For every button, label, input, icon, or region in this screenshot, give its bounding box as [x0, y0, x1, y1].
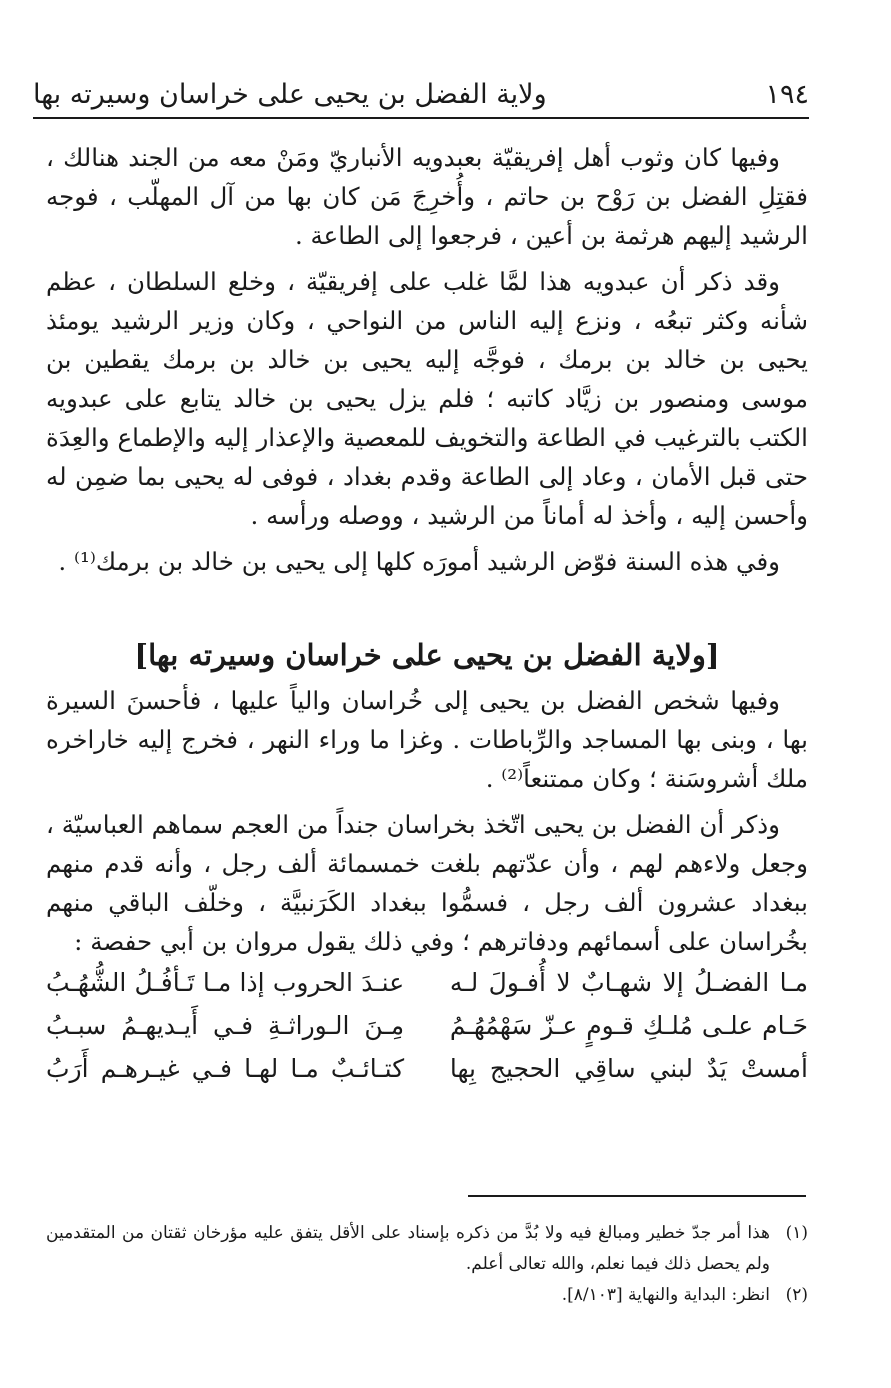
page-number: ١٩٤: [765, 79, 809, 110]
verse-line: [46, 1004, 808, 1047]
running-header: [33, 72, 809, 112]
paragraph: وفيها شخص الفضل بن يحيى إلى خُراسان والياً عليها ، فأحسنَ السيرة بها ، وبنى بها المساجد والرِّباطات . وغزا ما وراء النهر ، فخرج إليه خاراخره ملك أشروسَنة ؛ وكان ممتنعاً⁽²⁾ .: [46, 686, 808, 793]
footnote-text: هذا أمر جدّ خطير ومبالغ فيه ولا بُدَّ من ذكره بإسناد على الأقل يتفق عليه مؤرخان ثقتان من المتقدمين ولم يحصل ذلك فيما نعلم، والله تعالى أعلم.: [46, 1223, 770, 1274]
paragraph: وفي هذه السنة فوّض الرشيد أمورَه كلها إلى يحيى بن خالد بن برمك⁽¹⁾ .: [58, 547, 780, 576]
footnote-number: (١): [785, 1223, 808, 1243]
verse-second-hemistich: عنـدَ الحروب إذا مـا تَـأفُـلُ الشُّهُـبُ: [46, 968, 405, 997]
running-title: ولاية الفضل بن يحيى على خراسان وسيرته بها: [33, 79, 547, 110]
paragraph: وفيها كان وثوب أهل إفريقيّة بعبدويه الأنباريّ ومَنْ معه من الجند هنالك ، فقتِلِ الفضل بن رَوْح بن حاتم ، وأُخرِجَ مَن كان بها من آل المهلّب ، فوجه الرشيد إليهم هرثمة بن أعين ، فرجعوا إلى الطاعة .: [46, 143, 808, 250]
footnotes: [46, 1218, 808, 1311]
verse-first-hemistich: مـا الفضـلُ إلا شهـابٌ لا أُفـولَ لـه: [449, 968, 808, 997]
poem: [46, 961, 808, 1090]
footnote-number: (٢): [785, 1285, 808, 1305]
footnote-separator: [468, 1195, 806, 1197]
verse-second-hemistich: كتـائـبٌ مـا لهـا فـي غيـرهـم أَرَبُ: [46, 1054, 405, 1083]
footnote: [46, 1218, 808, 1280]
footnote: [46, 1280, 808, 1311]
verse-line: [46, 961, 808, 1004]
verse-line: [46, 1047, 808, 1090]
body-text: [46, 138, 808, 1090]
paragraph: وقد ذكر أن عبدويه هذا لمَّا غلب على إفريقيّة ، وخلع السلطان ، عظم شأنه وكثر تبعُه ، ونزع إليه الناس من النواحي ، وكان وزير الرشيد يومئذ يحيى بن خالد بن برمك ، فوجَّه إليه يحيى بن خالد بن برمك يقطين بن موسى ومنصور بن زيَّاد كاتبه ؛ فلم يزل يحيى بن خالد يتابع على عبدويه الكتب بالترغيب في الطاعة والتخويف للمعصية والإعذار إليه والإطماع والعِدَة حتى قبل الأمان ، وعاد إلى الطاعة وقدم بغداد ، فوفى له يحيى بما ضمِن له وأحسن إليه ، وأخذ له أماناً من الرشيد ، ووصله ورأسه .: [46, 267, 808, 530]
header-rule: [33, 117, 809, 119]
verse-first-hemistich: أمستْ يَدٌ لبني ساقِي الحجيج بِها: [449, 1054, 808, 1083]
verse-first-hemistich: حَـام علـى مُلـكِ قـومٍ عـزّ سَهْمُهُـمُ: [449, 1011, 808, 1040]
footnote-text: انظر: البداية والنهاية [٨/١٠٣].: [561, 1285, 770, 1305]
section-heading: [ولاية الفضل بن يحيى على خراسان وسيرته بها]: [134, 638, 720, 672]
paragraph: وذكر أن الفضل بن يحيى اتّخذ بخراسان جنداً من العجم سماهم العباسيّة ، وجعل ولاءهم لهم ، وأن عدّتهم بلغت خمسمائة ألف رجل ، وأنه قدم منهم ببغداد عشرون ألف رجل ، فسمُّوا ببغداد الكَرَنبيَّة ، وخلّف الباقي منهم بخُراسان على أسمائهم ودفاترهم ؛ وفي ذلك يقول مروان بن أبي حفصة :: [46, 810, 808, 956]
verse-second-hemistich: مِـنَ الـوراثـةِ فـي أَيـديهـمُ سبـبُ: [46, 1011, 405, 1040]
